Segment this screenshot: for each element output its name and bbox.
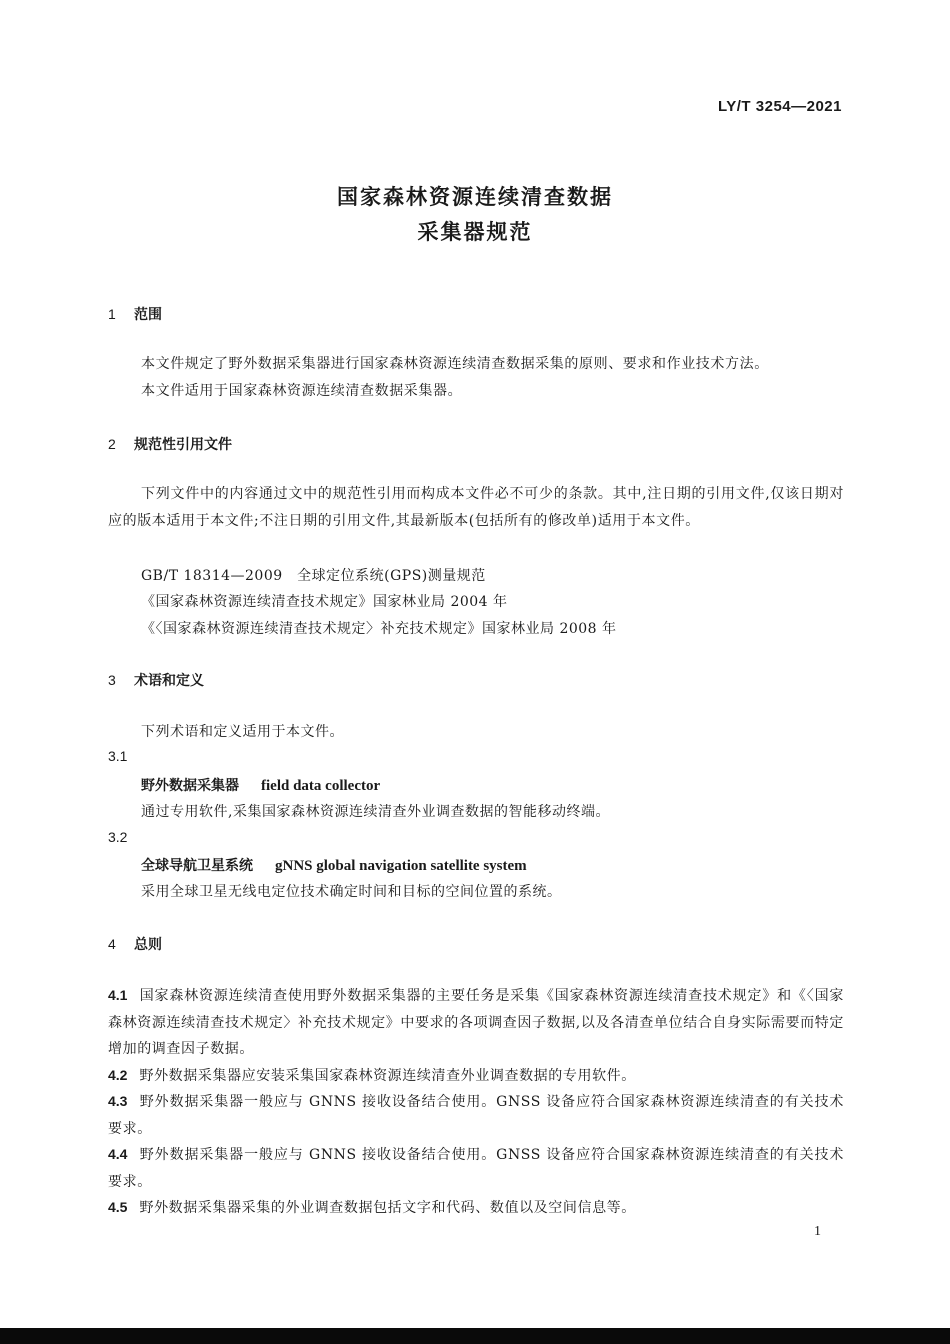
section-4-title: 总则	[134, 937, 162, 953]
section-1-heading	[108, 304, 162, 324]
clause-4-4	[108, 1141, 844, 1195]
clause-4-5-number: 4.5	[108, 1199, 128, 1215]
section-2-heading	[108, 434, 232, 454]
title-line-2: 采集器规范	[417, 220, 533, 244]
clause-4-5-text: 野外数据采集器采集的外业调查数据包括文字和代码、数值以及空间信息等。	[139, 1200, 636, 1216]
standard-code: LY/T 3254—2021	[717, 98, 842, 115]
document-title	[0, 180, 950, 250]
section-3-heading	[108, 670, 204, 690]
section-2-number: 2	[108, 436, 116, 452]
clause-4-2	[108, 1062, 844, 1090]
section-2-paragraph-1: 下列文件中的内容通过文中的规范性引用而构成本文件必不可少的条款。其中,注日期的引用文件,仅该日期对应的版本适用于本文件;不注日期的引用文件,其最新版本(包括所有的修改单)适用于本文件。	[108, 486, 844, 529]
term-2-heading	[141, 855, 527, 875]
term-2-english: gNNS global navigation satellite system	[275, 858, 527, 874]
clause-4-2-text: 野外数据采集器应安装采集国家森林资源连续清查外业调查数据的专用软件。	[139, 1068, 636, 1084]
section-3-title: 术语和定义	[134, 673, 204, 689]
reference-item-3: 《〈国家森林资源连续清查技术规定〉补充技术规定》国家林业局 2008 年	[141, 621, 617, 637]
term-1-english: field data collector	[261, 778, 381, 794]
term-1-number: 3.1	[108, 748, 128, 764]
clause-4-1	[108, 982, 844, 1063]
clause-4-3-number: 4.3	[108, 1093, 128, 1109]
term-2-definition: 采用全球卫星无线电定位技术确定时间和目标的空间位置的系统。	[141, 884, 562, 900]
clause-4-1-text: 国家森林资源连续清查使用野外数据采集器的主要任务是采集《国家森林资源连续清查技术规定》和《〈国家森林资源连续清查技术规定〉补充技术规定》中要求的各项调查因子数据,以及各清查单位结合自身实际需要而特定增加的调查因子数据。	[108, 988, 844, 1057]
term-1-chinese: 野外数据采集器	[141, 778, 239, 794]
clause-4-4-number: 4.4	[108, 1146, 128, 1162]
reference-item-1: GB/T 18314—2009 全球定位系统(GPS)测量规范	[141, 568, 486, 584]
term-2-number: 3.2	[108, 829, 128, 845]
clause-4-4-text: 野外数据采集器一般应与 GNNS 接收设备结合使用。GNSS 设备应符合国家森林资源连续清查的有关技术要求。	[108, 1147, 844, 1190]
section-4-heading	[108, 934, 162, 954]
clause-4-2-number: 4.2	[108, 1067, 128, 1083]
clause-4-5	[108, 1194, 844, 1222]
clause-4-3	[108, 1088, 844, 1142]
clause-4-3-text: 野外数据采集器一般应与 GNNS 接收设备结合使用。GNSS 设备应符合国家森林资源连续清查的有关技术要求。	[108, 1094, 844, 1137]
section-1-paragraph-1: 本文件规定了野外数据采集器进行国家森林资源连续清查数据采集的原则、要求和作业技术方法。	[141, 356, 769, 372]
section-3-number: 3	[108, 672, 116, 688]
term-1-definition: 通过专用软件,采集国家森林资源连续清查外业调查数据的智能移动终端。	[141, 804, 610, 820]
section-1-number: 1	[108, 306, 116, 322]
section-1-paragraph-2: 本文件适用于国家森林资源连续清查数据采集器。	[141, 383, 463, 399]
page-number: 1	[814, 1224, 821, 1239]
reference-item-2: 《国家森林资源连续清查技术规定》国家林业局 2004 年	[141, 594, 508, 610]
section-1-title: 范围	[134, 307, 162, 323]
scan-edge-bar	[0, 1328, 950, 1344]
clause-4-1-number: 4.1	[108, 987, 128, 1003]
section-3-paragraph-1: 下列术语和定义适用于本文件。	[141, 724, 344, 740]
section-4-number: 4	[108, 936, 116, 952]
section-2-title: 规范性引用文件	[134, 437, 232, 453]
term-2-chinese: 全球导航卫星系统	[141, 858, 253, 874]
title-line-1: 国家森林资源连续清查数据	[337, 185, 613, 209]
term-1-heading	[141, 775, 380, 795]
